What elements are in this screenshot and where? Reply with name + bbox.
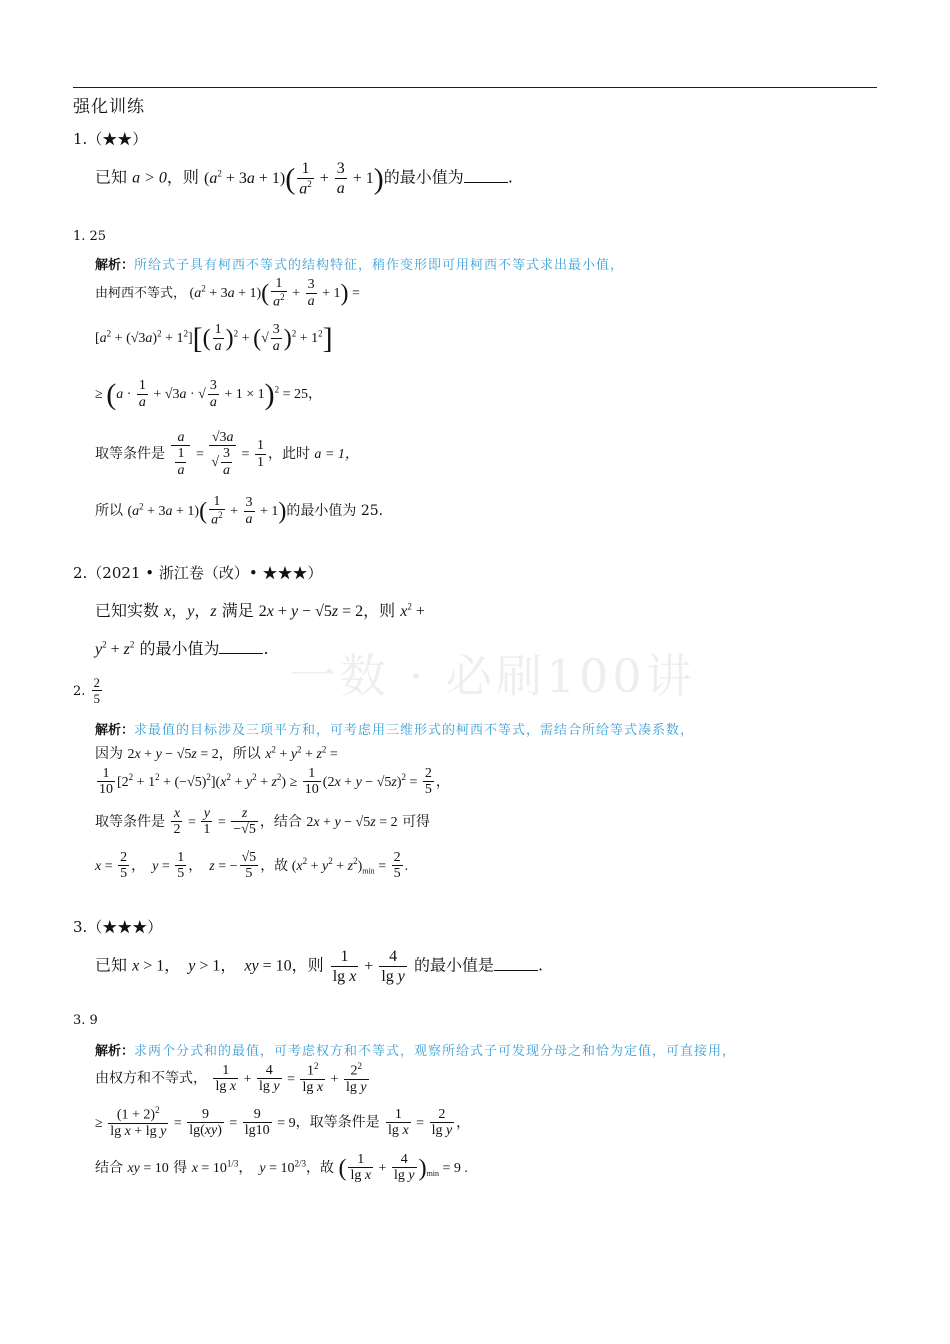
q3-line2: ≥ $\frac{(1 + 2)^2}{\text{lg x + lg y}}$ = $\frac{9}{\lg(xy)}$ = $\frac{9}{\lg 10}$ = 9，取等条件是 $\frac{1}{\text{lg x}}$ = $\frac{2}{\text{lg y}}$ ， xyxy=(95,1105,471,1140)
q2-analysis-label: 解析： xyxy=(95,723,135,738)
q2-line1-text: 因为 xyxy=(95,746,123,762)
q1-analysis-label: 解析： xyxy=(95,258,135,273)
q2-stem-text: 已知实数 xyxy=(95,601,160,620)
q1-stem-text2: ，则 xyxy=(166,167,199,187)
q1-period: . xyxy=(507,167,513,187)
q1-line5: 所以 $(a^2 + 3a + 1)$( $\frac{1}{a^2}$ + $\frac{3}{a}$ + 1)的最小值为 25. xyxy=(95,494,384,529)
q2-line3-text: 取等条件是 xyxy=(95,813,165,830)
q1-answer-number: 1. 25 xyxy=(73,229,107,244)
q3-heading: 3.（★★★） xyxy=(73,918,163,936)
q3-answer-blank xyxy=(494,970,538,971)
q3-line3: 结合 xy = 10 得 $x = 10^{1/3}$， $y = 10^{2/3}$，故 ( $\frac{1}{\text{lg x}}$ + $\frac{4}{\text{lg y}}$ )$_{min} = 9$ . xyxy=(95,1152,468,1184)
q1-line1-text: 由柯西不等式， xyxy=(95,286,187,302)
q2-stem-line2: $y^2 + z^2$ 的最小值为 . xyxy=(95,639,269,658)
q3-line1-text: 由权方和不等式， xyxy=(95,1070,207,1087)
q2-answer: 2. $\frac{2}{5}$ xyxy=(73,675,101,707)
q3-analysis xyxy=(95,1040,736,1059)
q3-line3-text3: ，故 xyxy=(305,1159,334,1176)
q1-stem-text3: 的最小值为 xyxy=(383,167,464,187)
q2-analysis-text: 求最值的目标涉及三项平方和，可考虑用三维形式的柯西不等式，需结合所给等式凑系数， xyxy=(134,723,695,738)
q2-line1-text2: ，所以 xyxy=(218,746,261,762)
q3-stem: 已知 x > 1， y > 1， xy = 10，则 $\frac{1}{\text{lg x}}$ + $\frac{4}{\text{lg y}}$ 的最小值是 . xyxy=(95,948,544,985)
q3-line1: 由权方和不等式， $\frac{1}{\text{lg x}}$ + $\frac{4}{\text{lg y}}$ = $\frac{1^2}{\text{lg x}}$ + $\frac{2^2}{\text{lg y}}$ xyxy=(95,1061,367,1096)
q2-analysis xyxy=(95,719,694,738)
q1-line2: $[a^2 + (√3a)^2 + 1^2]$[( $\frac{1}{a}$ )$^2$ + (√ $\frac{3}{a}$ )$^2 + 1^2$] xyxy=(95,322,333,355)
q2-line4: x = $\frac{2}{5}$ ， y = $\frac{1}{5}$ ， z = − $\frac{√5}{5}$ ，故 $(x^2 + y^2 + z^2)_{min}$ = $\frac{2}{5}$ . xyxy=(95,850,409,882)
q3-period: . xyxy=(538,955,544,975)
q1-line4: 取等条件是 $\frac{a}{\frac{1}{a}}$ = √3a √ $\frac{3}{a}$ = $\frac{1}{1}$ ，此时 a = 1， xyxy=(95,430,359,478)
q1-stem-text: 已知 xyxy=(95,167,128,187)
q3-stem-text2: ，则 xyxy=(291,955,324,975)
q3-answer-number: 3. 9 xyxy=(73,1013,98,1028)
q1-line5-text: 所以 xyxy=(95,503,123,520)
q2-answer-number: 2. xyxy=(73,683,86,699)
q3-analysis-text: 求两个分式和的最值，可考虑权方和不等式，观察所给式子可发现分母之和恰为定值，可直接用， xyxy=(134,1044,737,1059)
q3-line3-text: 结合 xyxy=(95,1159,123,1176)
q2-line3-text2: ，结合 xyxy=(259,813,302,830)
q3-analysis-label: 解析： xyxy=(95,1044,135,1059)
q1-line4-text2: ，此时 xyxy=(267,446,310,463)
q1-heading: 1.（★★） xyxy=(73,130,148,148)
top-rule xyxy=(73,87,877,88)
q1-line1: 由柯西不等式， $(a^2 + 3a + 1)$( $\frac{1}{a^2}$ + $\frac{3}{a}$ + 1) = xyxy=(95,276,360,311)
q1-line3: ≥ (a · $\frac{1}{a}$ + √3a · √ $\frac{3}{a}$ + 1 × 1)$^2$ = 25， xyxy=(95,378,323,411)
q2-line2: $\frac{1}{10}$ $[2^2 + 1^2 + (-√5)^2](x^2 + y^2 + z^2)$ ≥ $\frac{1}{10}$ $(2x + y - √5z)^2$ = $\frac{2}{5}$ ， xyxy=(99,766,450,798)
q1-stem xyxy=(95,160,513,198)
q2-stem-text3: ，则 xyxy=(363,601,396,620)
q2-answer-blank xyxy=(219,653,263,654)
section-title: 强化训练 xyxy=(73,97,145,117)
q2-line4-text: ，故 xyxy=(260,857,289,874)
q1-analysis xyxy=(95,254,624,273)
q2-line1: 因为 2x + y − √5z = 2，所以 $x^2 + y^2 + z^2$ = xyxy=(95,744,338,762)
q3-stem-text3: 的最小值是 xyxy=(413,955,494,975)
q2-stem-text2: 满足 xyxy=(221,601,254,620)
q2-line3-text3: 可得 xyxy=(402,813,431,830)
q2-stem-line1: 已知实数 x，y，z 满足 2x + y − √5z = 2，则 $x^2$ + xyxy=(95,601,425,620)
q1-expression: $(a^2 + 3a + 1)$( $\frac{1}{a^2}$ + $\frac{3}{a}$ + 1) xyxy=(204,160,384,197)
q2-line3: 取等条件是 $\frac{x}{2}$ = $\frac{y}{1}$ = $\frac{z}{-√5}$ ，结合 2x + y − √5z = 2 可得 xyxy=(95,806,431,838)
q1-line5-text2: 的最小值为 25. xyxy=(286,503,384,520)
q1-answer-blank xyxy=(464,182,508,183)
watermark: 一数 · 必刷100讲 xyxy=(290,649,696,703)
q1-line4-result: a = 1， xyxy=(314,447,359,463)
q3-line2-text: ，取等条件是 xyxy=(295,1114,380,1131)
q3-stem-text: 已知 xyxy=(95,955,128,975)
q2-stem-text4: 的最小值为 xyxy=(139,639,220,658)
q3-line3-text2: 得 xyxy=(173,1159,188,1176)
q1-analysis-text: 所给式子具有柯西不等式的结构特征，稍作变形即可用柯西不等式求出最小值， xyxy=(134,258,625,273)
q1-condition: a > 0 xyxy=(132,169,167,187)
q2-period: . xyxy=(263,639,269,658)
q1-line4-text: 取等条件是 xyxy=(95,446,165,463)
q2-heading: 2.（2021 • 浙江卷（改）• ★★★） xyxy=(73,564,323,582)
